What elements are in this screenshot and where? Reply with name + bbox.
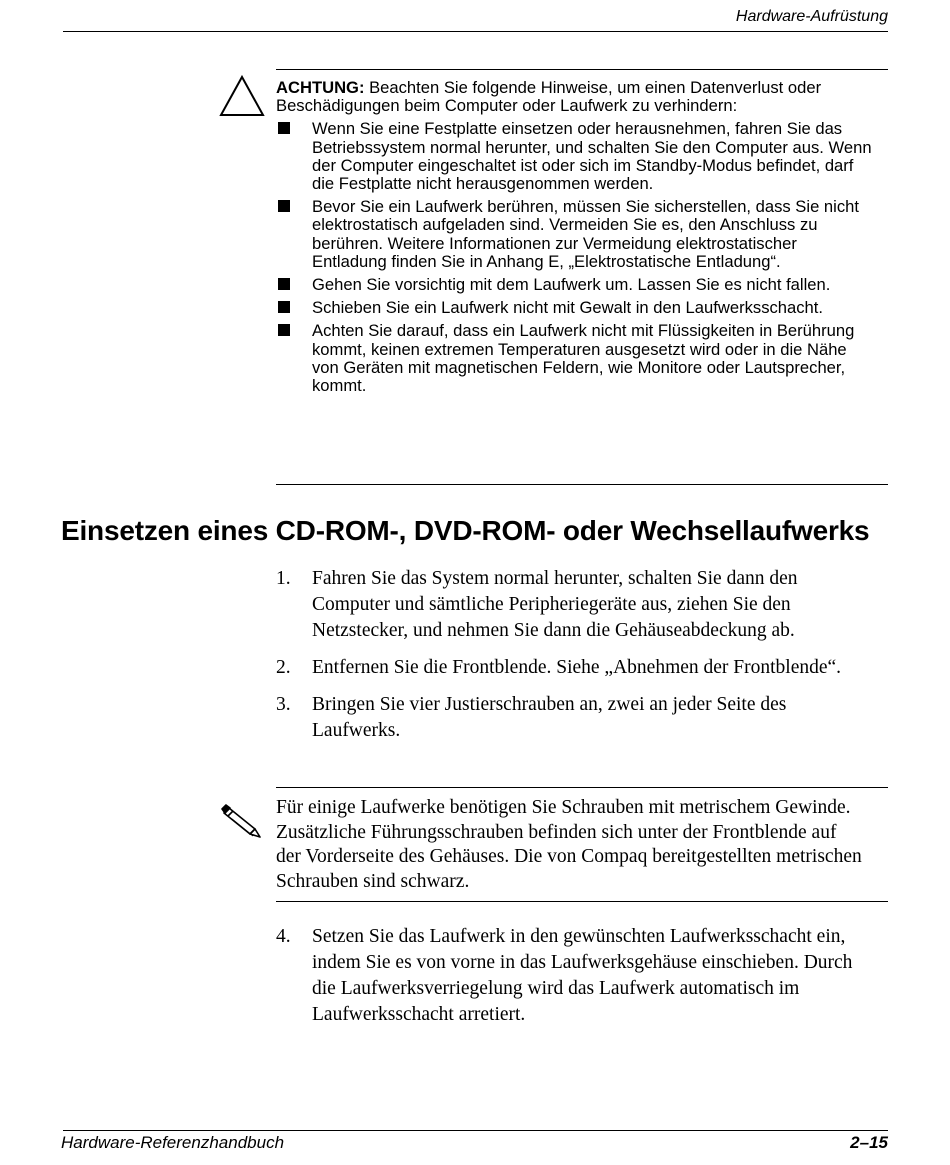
bullet-square-icon bbox=[278, 122, 290, 134]
caution-top-rule bbox=[276, 69, 888, 70]
caution-item-text: Bevor Sie ein Laufwerk berühren, müssen Sie sicherstellen, dass Sie nicht elektrostatisch aufgeladen sind. Vermeiden Sie es, den Anschluss zu berühren. Weitere Informationen zur Vermeidung elektrostatischer Entladung finden Sie in Anhang E, „Elektrostatische Entladung“. bbox=[312, 197, 859, 271]
caution-item bbox=[276, 299, 876, 317]
step-item bbox=[276, 924, 876, 1028]
step-number: 1. bbox=[276, 568, 291, 589]
caution-intro-text: Beachten Sie folgende Hinweise, um einen Datenverlust oder Beschädigungen beim Computer oder Laufwerk zu verhindern: bbox=[276, 78, 822, 116]
step-number: 4. bbox=[276, 926, 291, 947]
caution-item-text: Wenn Sie eine Festplatte einsetzen oder herausnehmen, fahren Sie das Betriebssystem normal herunter, und schalten Sie den Computer aus. Wenn der Computer eingeschaltet ist oder sich im Standby-Modus befindet, darf die Festplatte nicht herausgenommen werden. bbox=[312, 119, 872, 194]
step-number: 2. bbox=[276, 657, 291, 678]
running-header: Hardware-Aufrüstung bbox=[735, 8, 888, 25]
steps-list-continued bbox=[276, 924, 876, 1039]
footer-book-title: Hardware-Referenzhandbuch bbox=[61, 1133, 285, 1152]
caution-intro bbox=[276, 79, 876, 115]
caution-item bbox=[276, 198, 876, 271]
note-bottom-rule bbox=[276, 901, 888, 902]
caution-triangle-icon bbox=[218, 74, 266, 118]
pencil-note-icon bbox=[220, 803, 264, 839]
section-heading: Einsetzen eines CD-ROM-, DVD-ROM- oder Wechsellaufwerks bbox=[61, 515, 870, 546]
caution-item bbox=[276, 276, 876, 294]
footer-page-number: 2–15 bbox=[850, 1133, 888, 1152]
caution-item bbox=[276, 322, 876, 395]
caution-bottom-rule bbox=[276, 484, 888, 485]
footer-rule bbox=[63, 1130, 888, 1131]
caution-item bbox=[276, 120, 876, 193]
step-text: Setzen Sie das Laufwerk in den gewünschten Laufwerksschacht ein, indem Sie es von vorne in das Laufwerksgehäuse einschieben. Durch die Laufwerksverriegelung wird das Laufwerk automatisch im Laufwerksschacht arretiert. bbox=[312, 926, 853, 1025]
note-text: Für einige Laufwerke benötigen Sie Schrauben mit metrischem Gewinde. Zusätzliche Führungsschrauben befinden sich unter der Frontblende auf der Vorderseite des Gehäuses. Die von Compaq bereitgestellten metrischen Schrauben sind schwarz. bbox=[276, 797, 862, 892]
caution-item-text: Gehen Sie vorsichtig mit dem Laufwerk um. Lassen Sie es nicht fallen. bbox=[312, 275, 831, 295]
bullet-square-icon bbox=[278, 200, 290, 212]
step-item bbox=[276, 692, 876, 744]
bullet-square-icon bbox=[278, 278, 290, 290]
header-rule bbox=[63, 31, 888, 32]
step-text: Entfernen Sie die Frontblende. Siehe „Abnehmen der Frontblende“. bbox=[312, 657, 842, 678]
bullet-square-icon bbox=[278, 324, 290, 336]
caution-item-text: Schieben Sie ein Laufwerk nicht mit Gewalt in den Laufwerksschacht. bbox=[312, 298, 823, 318]
caution-block bbox=[276, 79, 876, 400]
caution-item-text: Achten Sie darauf, dass ein Laufwerk nicht mit Flüssigkeiten in Berührung kommt, keinen extremen Temperaturen ausgesetzt wird oder in die Nähe von Geräten mit magnetischen Feldern, wie Monitore oder Lautsprecher, kommt. bbox=[312, 321, 855, 396]
step-text: Fahren Sie das System normal herunter, schalten Sie dann den Computer und sämtliche Peripheriegeräte aus, ziehen Sie den Netzstecker, und nehmen Sie dann die Gehäuseabdeckung ab. bbox=[312, 568, 798, 641]
step-number: 3. bbox=[276, 694, 291, 715]
bullet-square-icon bbox=[278, 301, 290, 313]
steps-list bbox=[276, 566, 876, 755]
caution-list bbox=[276, 120, 876, 395]
step-item bbox=[276, 655, 876, 681]
caution-label: ACHTUNG: bbox=[276, 78, 365, 97]
note-top-rule bbox=[276, 787, 888, 788]
step-text: Bringen Sie vier Justierschrauben an, zwei an jeder Seite des Laufwerks. bbox=[312, 694, 787, 741]
step-item bbox=[276, 566, 876, 644]
